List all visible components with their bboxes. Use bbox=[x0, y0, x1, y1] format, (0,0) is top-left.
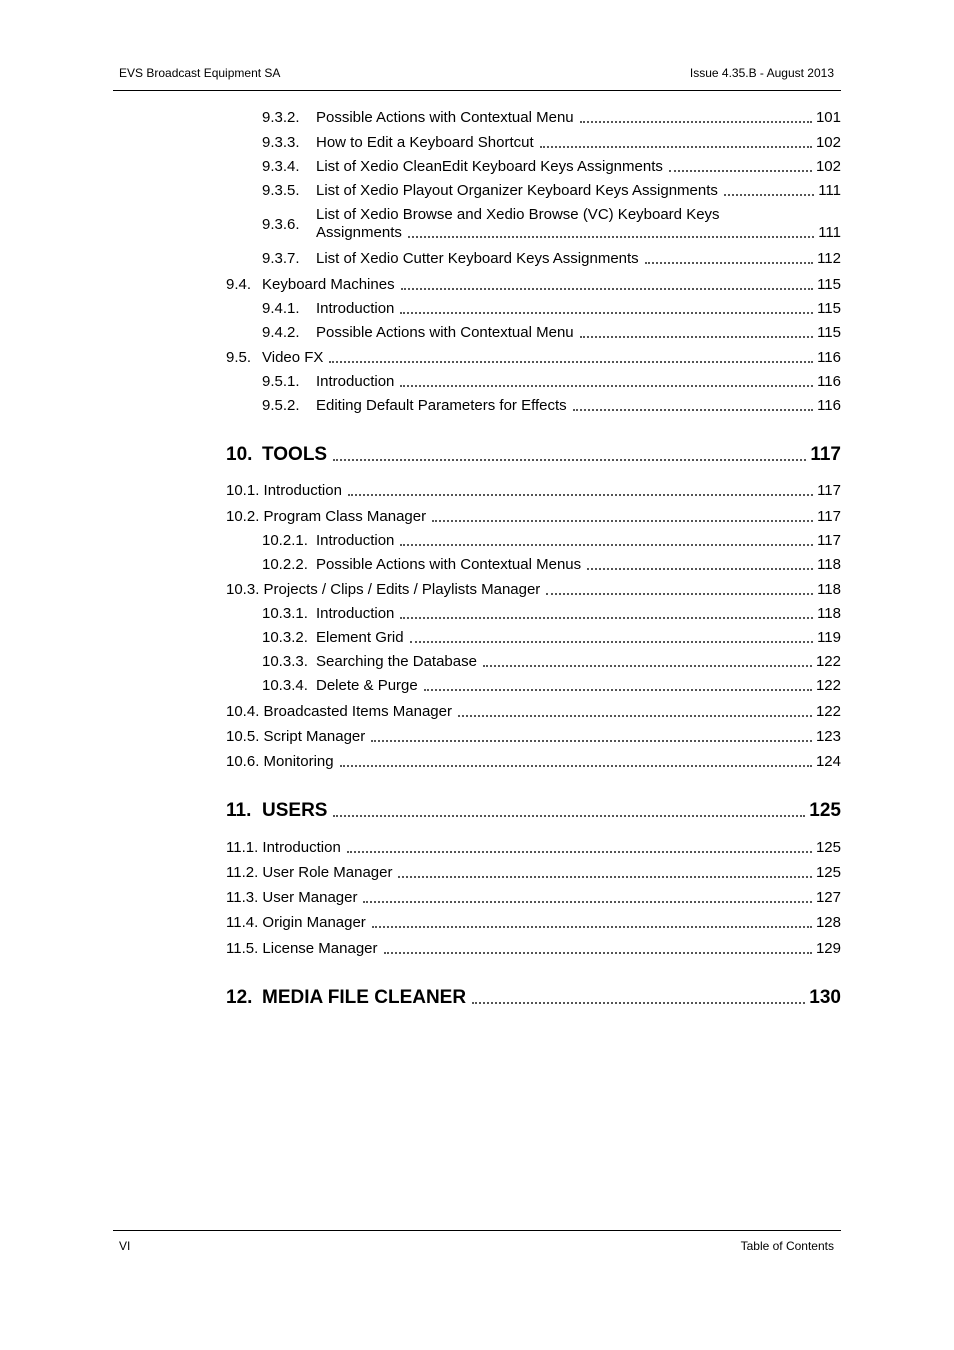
toc-entry[interactable] bbox=[226, 206, 841, 246]
toc-page: 117 bbox=[817, 532, 841, 549]
toc-page: 111 bbox=[818, 224, 841, 241]
toc-page: 118 bbox=[817, 605, 841, 622]
toc-title: Possible Actions with Contextual Menu bbox=[316, 109, 574, 126]
toc-page: 117 bbox=[817, 482, 841, 499]
toc-number: 11.2. bbox=[226, 864, 259, 881]
toc-page: 130 bbox=[809, 987, 841, 1008]
toc-number: 10. bbox=[226, 444, 253, 465]
toc-title: List of Xedio Cutter Keyboard Keys Assignments bbox=[316, 250, 639, 267]
dot-leader bbox=[363, 900, 812, 903]
toc-title bbox=[226, 914, 366, 932]
dot-leader bbox=[400, 543, 813, 546]
toc-number: 9.4.2. bbox=[262, 324, 300, 341]
toc-title-text: Broadcasted Items Manager bbox=[263, 703, 452, 720]
dot-leader bbox=[483, 664, 812, 667]
toc-page: 115 bbox=[817, 324, 841, 341]
header-issue: Issue 4.35.B - August 2013 bbox=[689, 66, 834, 80]
toc-title: Introduction bbox=[316, 532, 395, 549]
dot-leader bbox=[329, 360, 813, 363]
toc-page: 125 bbox=[815, 839, 841, 856]
toc-page: 117 bbox=[817, 508, 841, 525]
toc-title: Editing Default Parameters for Effects bbox=[316, 397, 567, 414]
toc-number: 10.1. bbox=[226, 482, 260, 499]
dot-leader bbox=[384, 951, 812, 954]
header-company: EVS Broadcast Equipment SA bbox=[119, 66, 281, 80]
dot-leader bbox=[580, 120, 812, 123]
toc-page: 116 bbox=[817, 397, 841, 414]
toc-title bbox=[226, 889, 357, 907]
toc-title bbox=[226, 753, 334, 771]
toc-title: List of Xedio CleanEdit Keyboard Keys Assignments bbox=[316, 158, 663, 175]
toc-number: 9.5.1. bbox=[262, 373, 300, 390]
toc-title-text: Introduction bbox=[263, 482, 342, 499]
toc-title bbox=[226, 839, 341, 857]
toc-number: 11.5. bbox=[226, 940, 259, 957]
toc-title: Element Grid bbox=[316, 629, 404, 646]
toc-title: TOOLS bbox=[262, 444, 328, 465]
toc-title: Possible Actions with Contextual Menu bbox=[316, 324, 574, 341]
toc-title-text: Program Class Manager bbox=[263, 508, 427, 525]
page-footer bbox=[113, 1230, 841, 1253]
dot-leader bbox=[348, 493, 813, 496]
toc-number: 9.3.2. bbox=[262, 109, 300, 126]
dot-leader bbox=[408, 235, 814, 238]
toc-number: 9.3.6. bbox=[262, 216, 300, 233]
dot-leader bbox=[458, 714, 812, 717]
toc-number: 9.3.7. bbox=[262, 250, 300, 267]
toc-number: 9.5. bbox=[226, 349, 252, 366]
toc-page: 124 bbox=[815, 753, 841, 770]
toc-title: Searching the Database bbox=[316, 653, 477, 670]
toc-title: How to Edit a Keyboard Shortcut bbox=[316, 134, 534, 151]
toc-title: MEDIA FILE CLEANER bbox=[262, 987, 467, 1008]
toc-title: Introduction bbox=[316, 373, 395, 390]
toc-title-text: User Role Manager bbox=[262, 864, 393, 881]
toc-title-text: User Manager bbox=[262, 889, 358, 906]
dot-leader bbox=[587, 567, 813, 570]
toc-title-text: License Manager bbox=[262, 940, 378, 957]
dot-leader bbox=[432, 519, 813, 522]
dot-leader bbox=[333, 814, 805, 817]
toc-page: 111 bbox=[818, 182, 841, 199]
toc-page: 115 bbox=[817, 300, 841, 317]
toc-number: 10.6. bbox=[226, 753, 260, 770]
toc-number: 10.3.4. bbox=[262, 677, 308, 694]
toc-page: 122 bbox=[815, 653, 841, 670]
toc-number: 12. bbox=[226, 987, 253, 1008]
toc-number: 10.5. bbox=[226, 728, 260, 745]
dot-leader bbox=[347, 850, 812, 853]
dot-leader bbox=[371, 739, 812, 742]
toc-title bbox=[226, 581, 540, 599]
toc-title-text: Origin Manager bbox=[262, 914, 366, 931]
toc-number: 10.3.2. bbox=[262, 629, 308, 646]
toc-page: 118 bbox=[817, 581, 841, 598]
toc-number: 9.3.5. bbox=[262, 182, 300, 199]
toc-number: 9.5.2. bbox=[262, 397, 300, 414]
toc-page: 128 bbox=[815, 914, 841, 931]
toc-title bbox=[226, 482, 342, 500]
dot-leader bbox=[400, 311, 813, 314]
toc-number: 11.4. bbox=[226, 914, 259, 931]
toc-page: 122 bbox=[815, 703, 841, 720]
dot-leader bbox=[573, 408, 813, 411]
toc-number: 9.4. bbox=[226, 276, 252, 293]
toc-title-text: Script Manager bbox=[263, 728, 366, 745]
dot-leader bbox=[401, 287, 814, 290]
toc-number: 11.1. bbox=[226, 839, 259, 856]
toc-title-continued: Assignments bbox=[316, 224, 402, 241]
toc-page: 122 bbox=[815, 677, 841, 694]
dot-leader bbox=[372, 925, 812, 928]
footer-section: Table of Contents bbox=[740, 1239, 834, 1253]
toc-title bbox=[226, 508, 426, 526]
toc-page: 116 bbox=[817, 349, 841, 366]
toc-number: 10.2.2. bbox=[262, 556, 308, 573]
toc-number: 10.3. bbox=[226, 581, 260, 598]
toc-page: 118 bbox=[817, 556, 841, 573]
toc-page: 102 bbox=[815, 158, 841, 175]
toc-page: 119 bbox=[817, 629, 841, 646]
page-header bbox=[113, 66, 841, 91]
dot-leader bbox=[398, 875, 811, 878]
toc-page: 116 bbox=[817, 373, 841, 390]
toc-title: List of Xedio Playout Organizer Keyboard Keys Assignments bbox=[316, 182, 718, 199]
footer-page-number: VI bbox=[119, 1239, 131, 1253]
toc-number: 11. bbox=[226, 800, 252, 821]
toc-page: 123 bbox=[815, 728, 841, 745]
toc-title bbox=[226, 864, 392, 882]
dot-leader bbox=[546, 592, 813, 595]
dot-leader bbox=[333, 458, 806, 461]
dot-leader bbox=[645, 261, 813, 264]
dot-leader bbox=[400, 616, 813, 619]
toc-title: Keyboard Machines bbox=[262, 276, 395, 293]
toc-title: Possible Actions with Contextual Menus bbox=[316, 556, 582, 573]
toc-title: Delete & Purge bbox=[316, 677, 418, 694]
toc-page: 101 bbox=[815, 109, 841, 126]
toc-title-text: Introduction bbox=[262, 839, 341, 856]
toc-title: Introduction bbox=[316, 605, 395, 622]
toc-number: 9.3.3. bbox=[262, 134, 300, 151]
dot-leader bbox=[424, 688, 812, 691]
toc-page: 102 bbox=[815, 134, 841, 151]
toc-title-text: Monitoring bbox=[263, 753, 334, 770]
toc-page: 127 bbox=[815, 889, 841, 906]
toc-title: Introduction bbox=[316, 300, 395, 317]
toc-page: 117 bbox=[810, 444, 841, 465]
dot-leader bbox=[724, 193, 814, 196]
dot-leader bbox=[540, 145, 812, 148]
dot-leader bbox=[410, 640, 814, 643]
toc-number: 10.4. bbox=[226, 703, 260, 720]
toc-number: 10.2.1. bbox=[262, 532, 308, 549]
dot-leader bbox=[669, 169, 812, 172]
toc-number: 9.3.4. bbox=[262, 158, 300, 175]
toc-page: 125 bbox=[815, 864, 841, 881]
toc-title: Video FX bbox=[262, 349, 324, 366]
dot-leader bbox=[580, 335, 813, 338]
toc-number: 10.3.1. bbox=[262, 605, 308, 622]
toc-page: 125 bbox=[809, 800, 841, 821]
toc-page: 129 bbox=[815, 940, 841, 957]
toc-number: 10.2. bbox=[226, 508, 260, 525]
toc-title bbox=[226, 703, 452, 721]
dot-leader bbox=[472, 1001, 805, 1004]
toc-page: 112 bbox=[817, 250, 841, 267]
dot-leader bbox=[400, 384, 813, 387]
toc-title: USERS bbox=[262, 800, 328, 821]
toc-page: 115 bbox=[817, 276, 841, 293]
dot-leader bbox=[340, 764, 812, 767]
toc-number: 10.3.3. bbox=[262, 653, 308, 670]
toc-number: 9.4.1. bbox=[262, 300, 300, 317]
toc-title: List of Xedio Browse and Xedio Browse (VC) Keyboard Keys bbox=[316, 206, 720, 223]
toc-title bbox=[226, 728, 365, 746]
toc-number: 11.3. bbox=[226, 889, 259, 906]
toc-title bbox=[226, 940, 378, 958]
toc-title-text: Projects / Clips / Edits / Playlists Manager bbox=[263, 581, 541, 598]
